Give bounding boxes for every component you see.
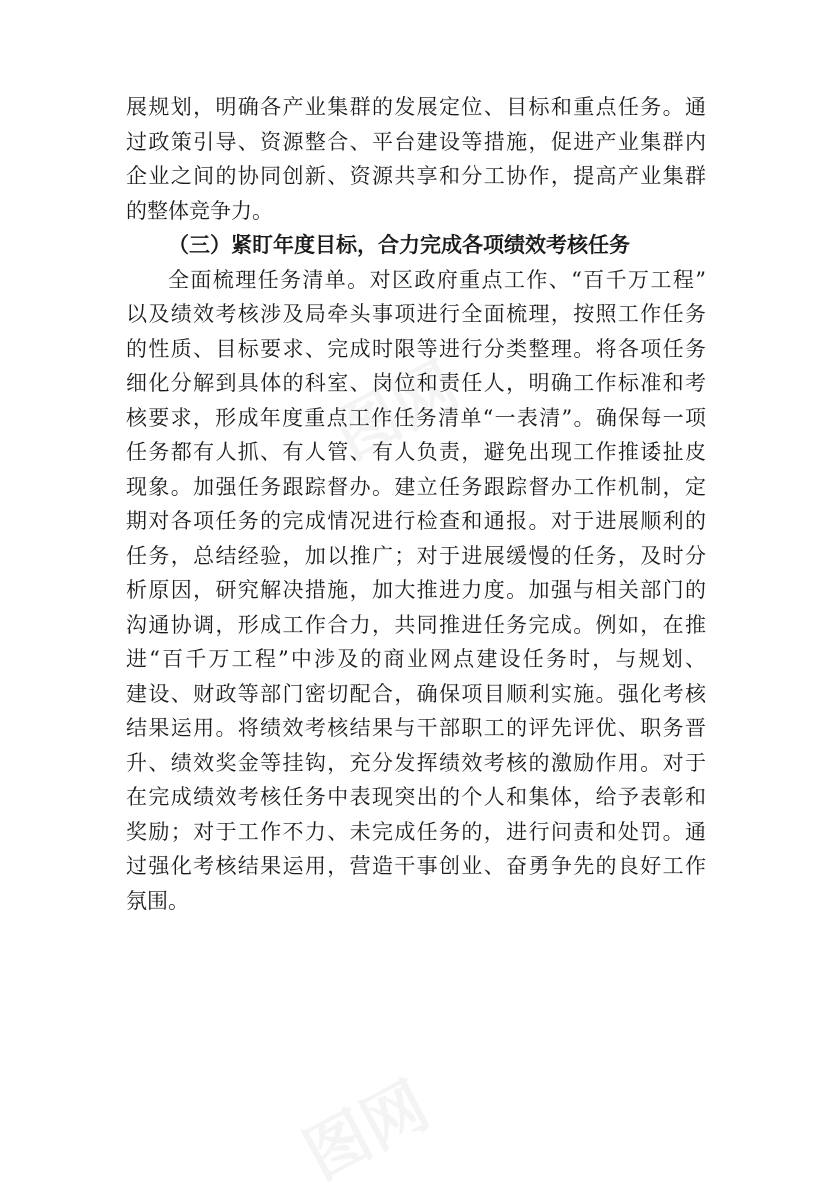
text-line: 细化分解到具体的科室、岗位和责任人，明确工作标准和考 [126, 371, 706, 395]
document-body [126, 90, 706, 918]
text-line: 在完成绩效考核任务中表现突出的个人和集体，给予表彰和 [126, 785, 706, 809]
text-line: 氛围。 [126, 888, 189, 913]
text-line: 任务都有人抓、有人管、有人负责，避免出现工作推诿扯皮 [126, 440, 706, 464]
text-line: 全面梳理任务清单。对区政府重点工作、“百千万工程” [168, 267, 706, 292]
watermark: 图网 [292, 1068, 441, 1195]
text-line: 过政策引导、资源整合、平台建设等措施，促进产业集群内 [126, 129, 706, 154]
text-line: 结果运用。将绩效考核结果与干部职工的评先评优、职务晋 [126, 716, 706, 740]
text-line: 过强化考核结果运用，营造干事创业、奋勇争先的良好工作 [126, 854, 706, 878]
text-line: 核要求，形成年度重点工作任务清单“一表清”。确保每一项 [126, 405, 706, 430]
text-line: 进“百千万工程”中涉及的商业网点建设任务时，与规划、 [126, 647, 706, 671]
text-line: 建设、财政等部门密切配合，确保项目顺利实施。强化考核 [126, 681, 706, 706]
text-line: 的性质、目标要求、完成时限等进行分类整理。将各项任务 [126, 336, 706, 361]
paragraph-2 [126, 263, 706, 919]
text-line: 期对各项任务的完成情况进行检查和通报。对于进展顺利的 [126, 509, 706, 533]
text-line: 奖励；对于工作不力、未完成任务的，进行问责和处罚。通 [126, 819, 706, 844]
text-line: 的整体竞争力。 [126, 198, 273, 223]
watermark: 图网 [322, 348, 471, 475]
text-line: 析原因，研究解决措施，加大推进力度。加强与相关部门的 [126, 578, 706, 602]
text-line: 沟通协调，形成工作合力，共同推进任务完成。例如，在推 [126, 612, 706, 637]
text-line: 展规划，明确各产业集群的发展定位、目标和重点任务。通 [126, 95, 706, 119]
text-line: 企业之间的协同创新、资源共享和分工协作，提高产业集群 [126, 164, 706, 188]
text-line: 现象。加强任务跟踪督办。建立任务跟踪督办工作机制，定 [126, 474, 706, 499]
text-line: 升、绩效奖金等挂钩，充分发挥绩效考核的激励作用。对于 [126, 750, 706, 775]
text-line: 以及绩效考核涉及局牵头事项进行全面梳理，按照工作任务 [126, 302, 706, 326]
text-line: 任务，总结经验，加以推广；对于进展缓慢的任务，及时分 [126, 543, 706, 568]
section-heading: （三）紧盯年度目标，合力完成各项绩效考核任务 [168, 233, 630, 257]
paragraph-1 [126, 90, 706, 228]
